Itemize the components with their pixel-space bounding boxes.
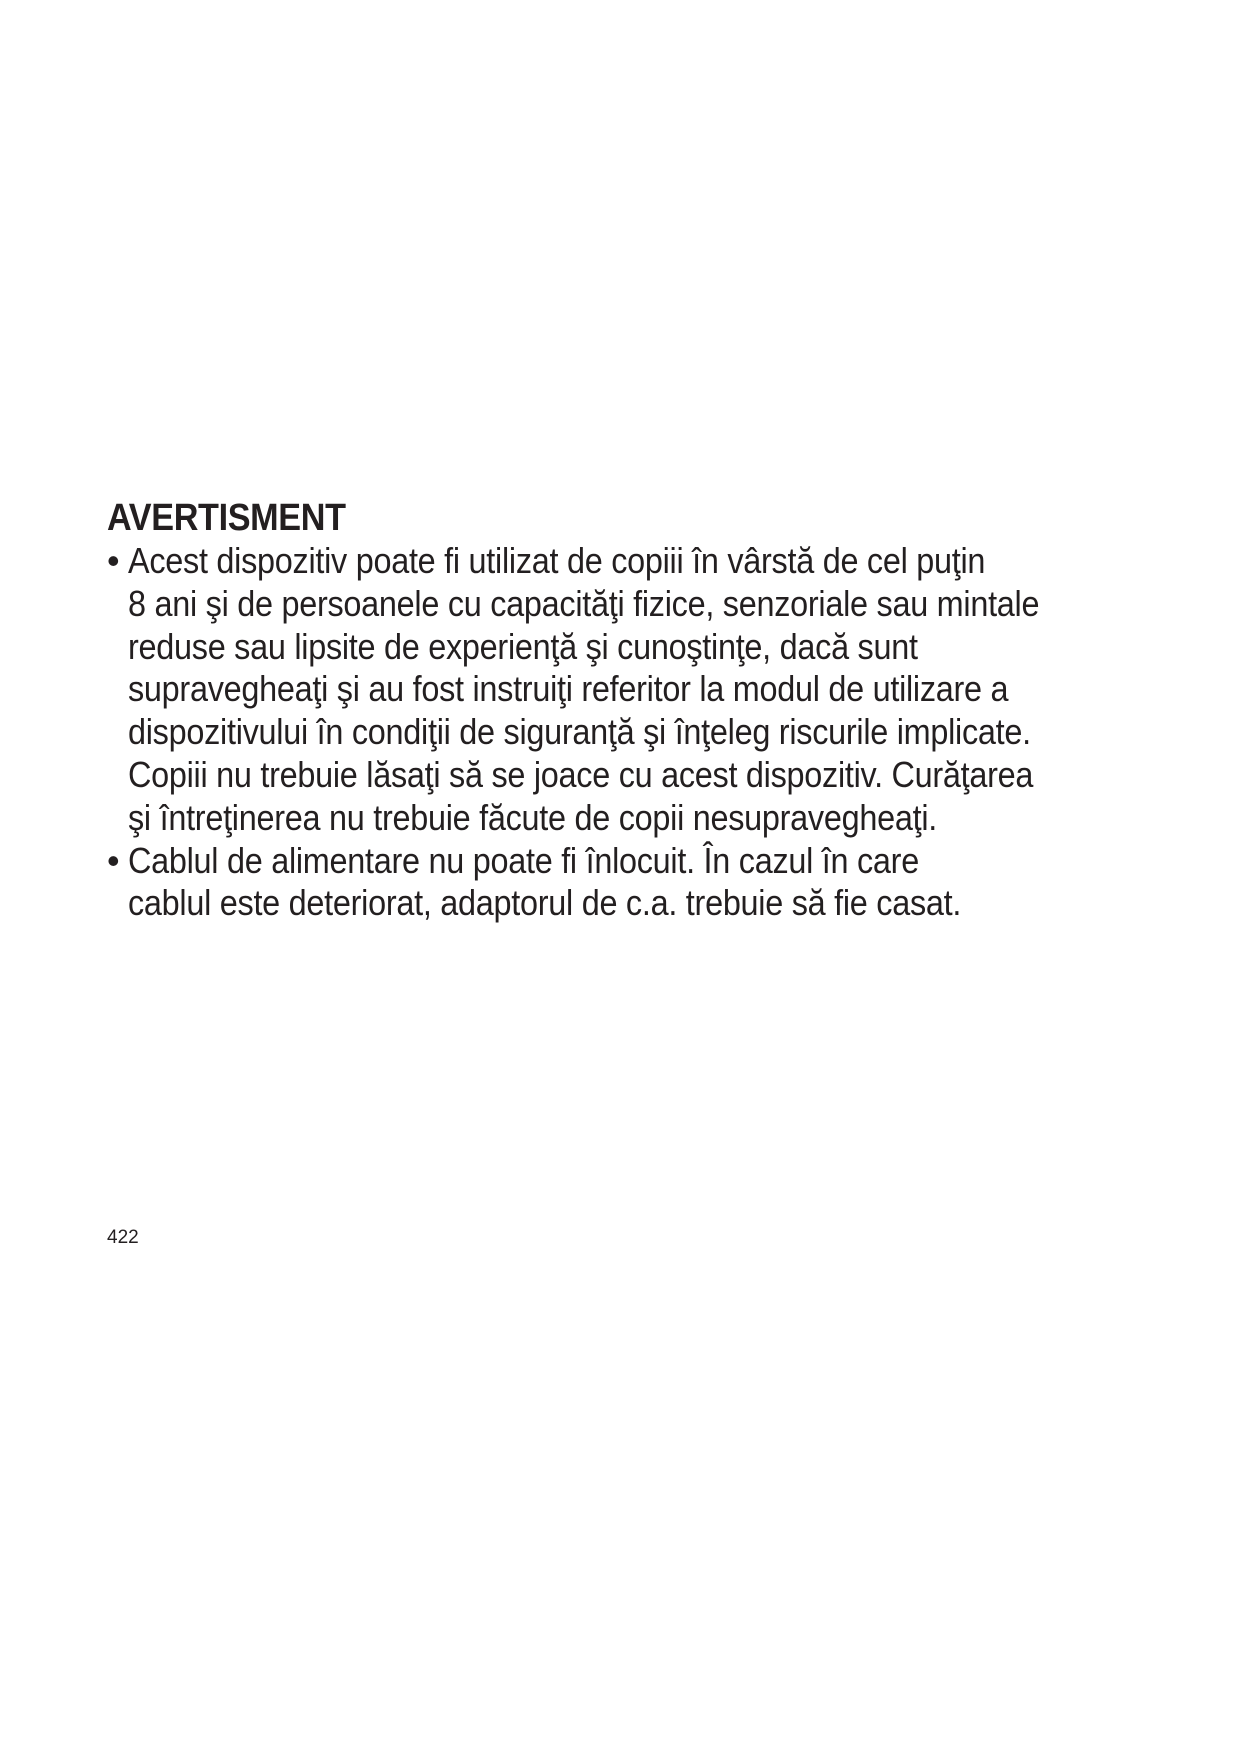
text-line: Cablul de alimentare nu poate fi înlocuit. În cazul în care: [128, 839, 919, 881]
text-line: Copiii nu trebuie lăsaţi să se joace cu acest dispozitiv. Curăţarea: [128, 753, 1034, 795]
warning-section: [107, 496, 1147, 925]
warning-item-1: [107, 540, 1147, 840]
text-line: supravegheaţi şi au fost instruiţi referitor la modul de utilizare a: [128, 668, 1009, 710]
text-line: dispozitivului în condiţii de siguranţă şi înţeleg riscurile implicate.: [128, 711, 1031, 753]
text-line: reduse sau lipsite de experienţă şi cunoştinţe, dacă sunt: [128, 625, 918, 667]
bullet-icon: •: [107, 839, 120, 881]
text-line: 8 ani şi de persoanele cu capacităţi fizice, senzoriale sau mintale: [128, 582, 1040, 624]
warning-item-text: [128, 540, 1147, 840]
warning-item-2: [107, 840, 1147, 926]
page-number: 422: [107, 1227, 139, 1248]
warning-item-text: [128, 840, 1147, 926]
text-line: Acest dispozitiv poate fi utilizat de copiii în vârstă de cel puţin: [128, 540, 986, 581]
text-line: şi întreţinerea nu trebuie făcute de copii nesupravegheaţi.: [128, 796, 938, 838]
warning-list: [107, 540, 1147, 925]
text-line: cablul este deteriorat, adaptorul de c.a. trebuie să fie casat.: [128, 882, 962, 924]
bullet-icon: •: [107, 540, 120, 581]
warning-title: AVERTISMENT: [107, 497, 346, 539]
